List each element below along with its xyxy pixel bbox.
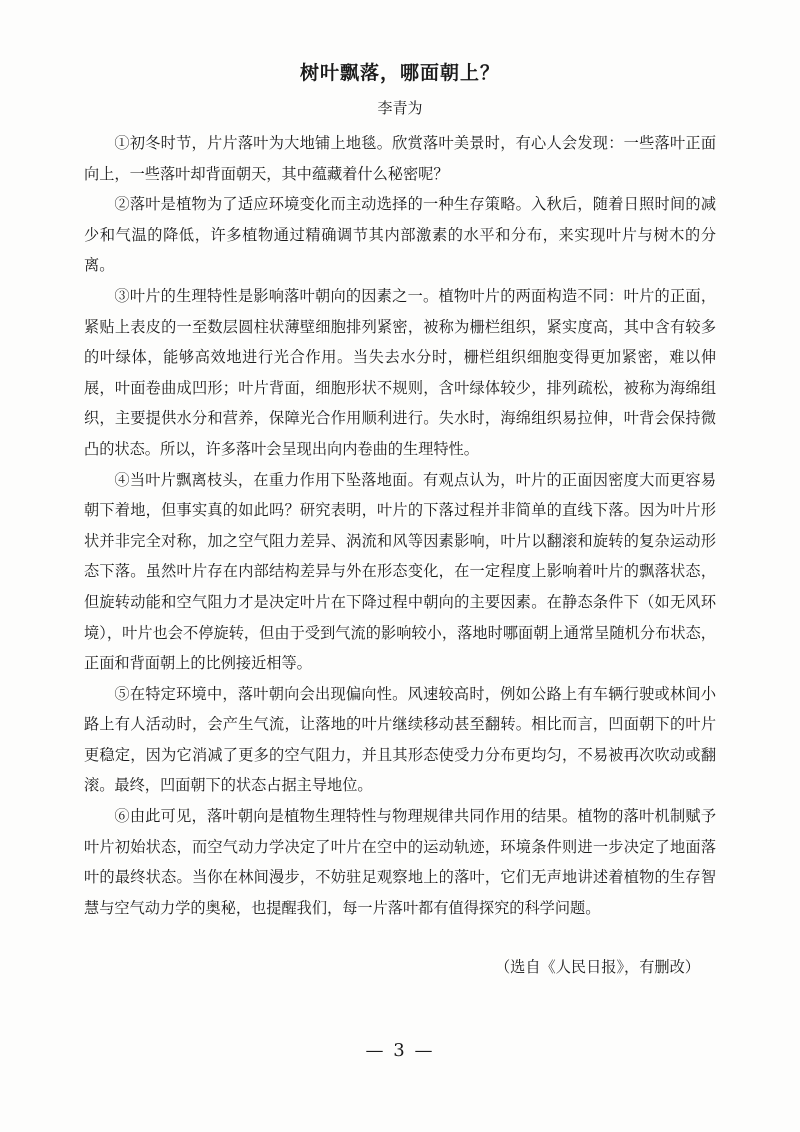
article-body	[84, 128, 716, 923]
article-author: 李青为	[377, 99, 423, 117]
article-title: 树叶飘落，哪面朝上？	[299, 62, 500, 84]
paragraph-5: ⑤在特定环境中，落叶朝向会出现偏向性。风速较高时，例如公路上有车辆行驶或林间小路上有人活动时，会产生气流，让落地的叶片继续移动甚至翻转。相比而言，凹面朝下的叶片更稳定，因为它消减了更多的空气阻力，并且其形态使受力分布更均匀，不易被再次吹动或翻滚。最终，凹面朝下的状态占据主导地位。	[84, 684, 716, 795]
paragraph-2: ②落叶是植物为了适应环境变化而主动选择的一种生存策略。入秋后，随着日照时间的减少和气温的降低，许多植物通过精确调节其内部激素的水平和分布，来实现叶片与树木的分离。	[84, 195, 716, 275]
paragraph-3: ③叶片的生理特性是影响落叶朝向的因素之一。植物叶片的两面构造不同：叶片的正面，紧贴上表皮的一至数层圆柱状薄壁细胞排列紧密，被称为栅栏组织，紧实度高，其中含有较多的叶绿体，能够高效地进行光合作用。当失去水分时，栅栏组织细胞变得更加紧密，难以伸展，叶面卷曲成凹形；叶片背面，细胞形状不规则，含叶绿体较少，排列疏松，被称为海绵组织，主要提供水分和营养，保障光合作用顺利进行。失水时，海绵组织易拉伸，叶背会保持微凸的状态。所以，许多落叶会呈现出向内卷曲的生理特性。	[84, 286, 716, 458]
article-source: （选自《人民日报》，有删改）	[494, 958, 700, 976]
paragraph-6: ⑥由此可见，落叶朝向是植物生理特性与物理规律共同作用的结果。植物的落叶机制赋予叶片初始状态，而空气动力学决定了叶片在空中的运动轨迹，环境条件则进一步决定了地面落叶的最终状态。当你在林间漫步，不妨驻足观察地上的落叶，它们无声地讲述着植物的生存智慧与空气动力学的奥秘，也提醒我们，每一片落叶都有值得探究的科学问题。	[84, 807, 716, 917]
paragraph-4: ④当叶片飘离枝头，在重力作用下坠落地面。有观点认为，叶片的正面因密度大而更容易朝下着地，但事实真的如此吗？研究表明，叶片的下落过程并非简单的直线下落。因为叶片形状并非完全对称，加之空气阻力差异、涡流和风等因素影响，叶片以翻滚和旋转的复杂运动形态下落。虽然叶片存在内部结构差异与外在形态变化，在一定程度上影响着叶片的飘落状态，但旋转动能和空气阻力才是决定叶片在下降过程中朝向的主要因素。在静态条件下（如无风环境），叶片也会不停旋转，但由于受到气流的影响较小，落地时哪面朝上通常呈随机分布状态，正面和背面朝上的比例接近相等。	[84, 470, 716, 673]
paragraph-1: ①初冬时节，片片落叶为大地铺上地毯。欣赏落叶美景时，有心人会发现：一些落叶正面向上，一些落叶却背面朝天，其中蕴藏着什么秘密呢？	[84, 134, 716, 183]
page-number: — 3 —	[365, 1040, 435, 1061]
